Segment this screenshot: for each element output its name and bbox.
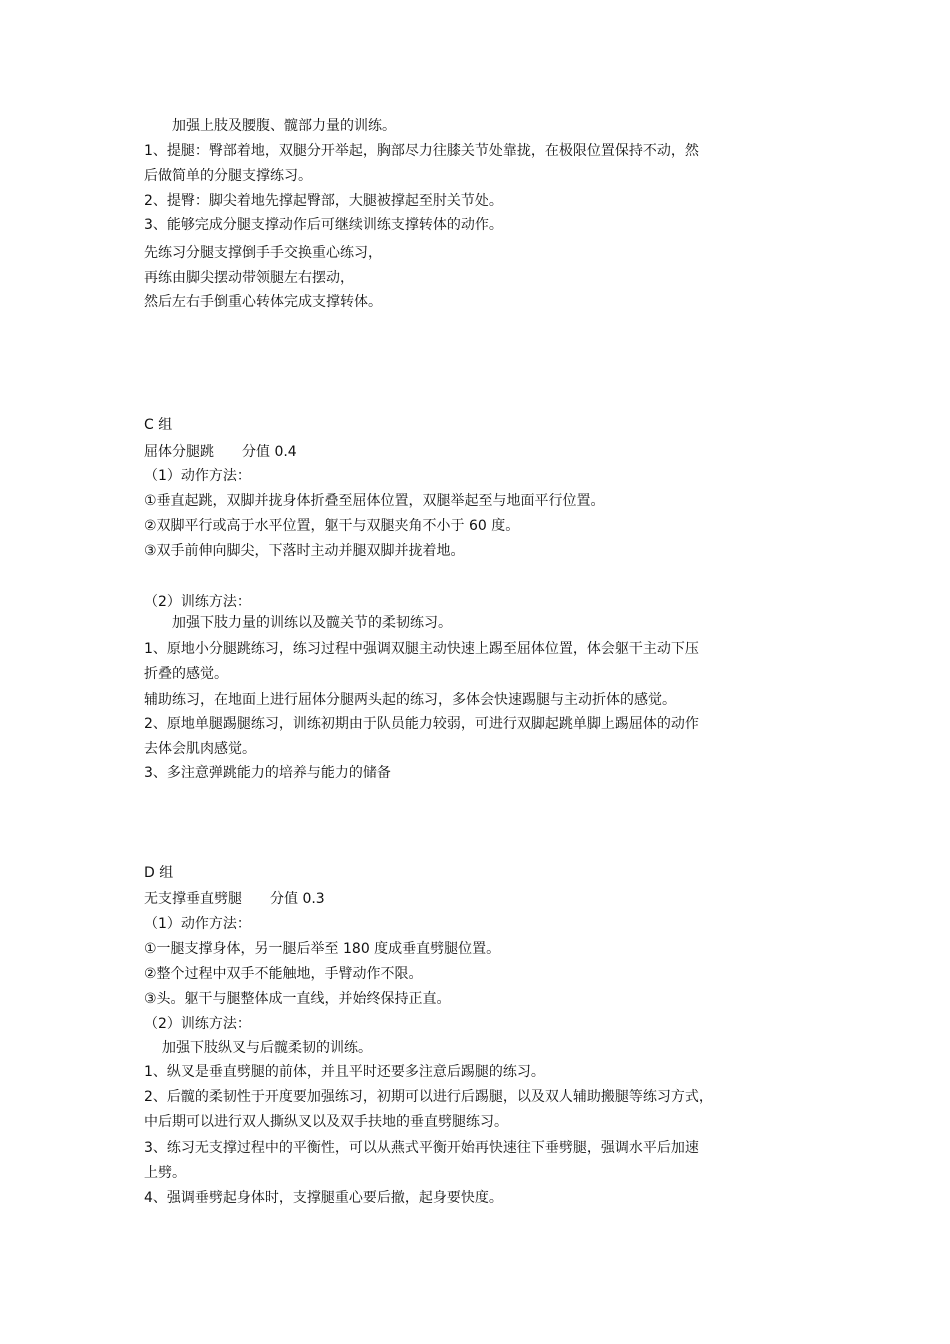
section-c-group-heading: C 组 <box>144 417 173 433</box>
section-b-item1-line2: 后做简单的分腿支撑练习。 <box>144 168 312 184</box>
section-d-item3-line1: 3、练习无支撑过程中的平衡性，可以从燕式平衡开始再快速往下垂劈腿，强调水平后加速 <box>144 1140 699 1156</box>
section-d-method1: ①一腿支撑身体，另一腿后举至 180 度成垂直劈腿位置。 <box>144 941 501 957</box>
section-c-method1: ①垂直起跳，双脚并拢身体折叠至屈体位置，双腿举起至与地面平行位置。 <box>144 493 605 509</box>
section-b-step2: 再练由脚尖摆动带领腿左右摆动， <box>144 270 354 286</box>
section-c-method2: ②双脚平行或高于水平位置，躯干与双腿夹角不小于 60 度。 <box>144 518 520 534</box>
section-b-intro: 加强上肢及腰腹、髋部力量的训练。 <box>172 118 396 134</box>
section-c-method-heading: （1）动作方法： <box>144 468 251 484</box>
section-b-step3: 然后左右手倒重心转体完成支撑转体。 <box>144 294 382 310</box>
section-d-method-heading: （1）动作方法： <box>144 916 251 932</box>
section-d-item4: 4、强调垂劈起身体时，支撑腿重心要后撤，起身要快度。 <box>144 1190 503 1206</box>
section-d-item2-line1: 2、后髋的柔韧性于开度要加强练习，初期可以进行后踢腿，以及双人辅助搬腿等练习方式， <box>144 1089 713 1105</box>
section-b-item3: 3、能够完成分腿支撑动作后可继续训练支撑转体的动作。 <box>144 217 503 233</box>
section-c-item1-line1: 1、原地小分腿跳练习，练习过程中强调双腿主动快速上踢至屈体位置，体会躯干主动下压 <box>144 641 699 657</box>
section-d-method3: ③头。躯干与腿整体成一直线，并始终保持正直。 <box>144 991 451 1007</box>
section-c-item1-line2: 折叠的感觉。 <box>144 666 228 682</box>
section-c-item2-line1: 2、原地单腿踢腿练习，训练初期由于队员能力较弱，可进行双脚起跳单脚上踢屈体的动作 <box>144 716 699 732</box>
section-d-item2-line2: 中后期可以进行双人撕纵叉以及双手扶地的垂直劈腿练习。 <box>144 1114 508 1130</box>
section-c-item2-line2: 去体会肌肉感觉。 <box>144 741 256 757</box>
section-b-step1: 先练习分腿支撑倒手手交换重心练习， <box>144 245 382 261</box>
section-b-item2: 2、提臀：脚尖着地先撑起臀部，大腿被撑起至肘关节处。 <box>144 193 503 209</box>
section-d-item3-line2: 上劈。 <box>144 1165 186 1181</box>
section-c-method3: ③双手前伸向脚尖，下落时主动并腿双脚并拢着地。 <box>144 543 465 559</box>
section-d-training-heading: （2）训练方法： <box>144 1016 251 1032</box>
section-b-item1-line1: 1、提腿：臀部着地，双腿分开举起，胸部尽力往膝关节处靠拢，在极限位置保持不动，然 <box>144 143 699 159</box>
section-d-item1: 1、纵叉是垂直劈腿的前体，并且平时还要多注意后踢腿的练习。 <box>144 1064 545 1080</box>
section-d-group-heading: D 组 <box>144 865 174 881</box>
section-d-training-intro: 加强下肢纵叉与后髋柔韧的训练。 <box>162 1040 372 1056</box>
section-d-method2: ②整个过程中双手不能触地，手臂动作不限。 <box>144 966 423 982</box>
section-c-skill-title: 屈体分腿跳 分值 0.4 <box>144 444 297 460</box>
section-d-skill-title: 无支撑垂直劈腿 分值 0.3 <box>144 891 325 907</box>
section-c-training-intro: 加强下肢力量的训练以及髋关节的柔韧练习。 <box>172 615 452 631</box>
section-c-training-heading: （2）训练方法： <box>144 594 251 610</box>
section-c-assist: 辅助练习，在地面上进行屈体分腿两头起的练习，多体会快速踢腿与主动折体的感觉。 <box>144 692 676 708</box>
section-c-item3: 3、多注意弹跳能力的培养与能力的储备 <box>144 765 391 781</box>
